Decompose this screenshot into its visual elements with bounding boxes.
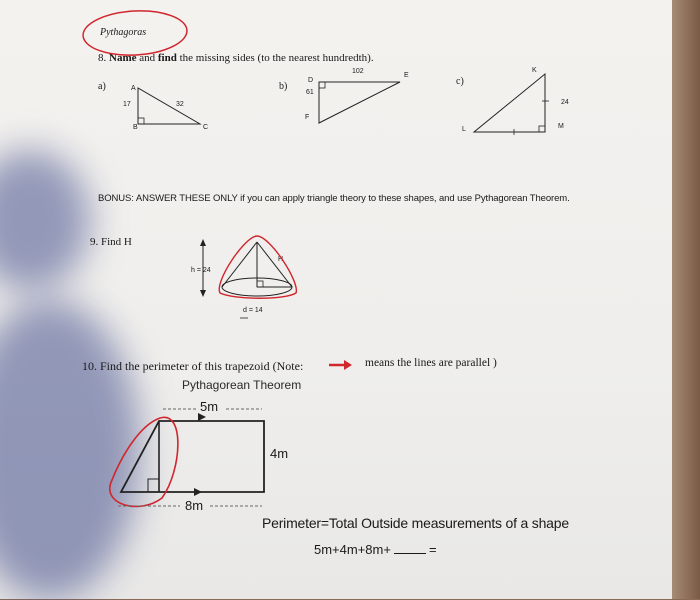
trapezoid — [121, 421, 264, 492]
side-24: 24 — [561, 99, 569, 106]
right-length: 4m — [270, 446, 289, 461]
q9-label: 9. Find H — [90, 236, 132, 248]
vertex-C: C — [203, 124, 209, 131]
q8c-label: c) — [456, 76, 464, 87]
side-17: 17 — [123, 101, 131, 108]
parallel-marker-top — [198, 413, 206, 421]
top-length: 5m — [200, 399, 219, 414]
parallel-marker-bottom — [194, 488, 202, 496]
vertex-K: K — [532, 67, 537, 74]
equation-text: 5m+4m+8m+ — [314, 542, 391, 557]
arrow-head-up — [200, 239, 206, 246]
q8-bold-name: Name — [109, 52, 137, 64]
right-angle-b — [319, 82, 325, 88]
diameter-label: d = 14 — [243, 307, 263, 314]
bonus-text: BONUS: ANSWER THESE ONLY if you can apply triangle theory to these shapes, and use Pythagorean Theorem. — [98, 193, 570, 204]
right-angle-trap — [148, 479, 159, 492]
triangle-c — [474, 74, 545, 132]
red-loop — [110, 417, 178, 506]
vertex-F: F — [305, 114, 310, 121]
triangle-b — [319, 82, 400, 123]
vertex-E: E — [404, 72, 409, 79]
H-label: H — [278, 256, 284, 263]
vertex-A: A — [131, 85, 136, 92]
right-angle-cone — [257, 281, 263, 287]
q8-number: 8. — [98, 52, 107, 64]
bottom-length: 8m — [185, 498, 204, 513]
equals-sign: = — [428, 542, 437, 557]
arrow-head-down — [200, 290, 206, 297]
side-32: 32 — [176, 101, 184, 108]
height-label: h = 24 — [191, 267, 211, 274]
perimeter-definition: Perimeter=Total Outside measurements of a shape — [262, 515, 569, 531]
right-angle-a — [138, 118, 144, 124]
side-102: 102 — [352, 68, 364, 75]
right-angle-c — [539, 126, 545, 132]
triangle-a — [138, 88, 200, 124]
parallel-arrow-head — [344, 360, 352, 370]
vertex-M: M — [558, 123, 564, 130]
q10-prompt: 10. Find the perimeter of this trapezoid (Note: — [82, 359, 304, 373]
vertex-D: D — [308, 77, 314, 84]
vertex-B: B — [133, 124, 138, 131]
q8-rest: the missing sides (to the nearest hundredth). — [179, 52, 374, 64]
pythagorean-note: Pythagorean Theorem — [182, 378, 302, 392]
vertex-L: L — [462, 126, 466, 133]
q8b-label: b) — [279, 81, 288, 92]
q10-note-end: means the lines are parallel ) — [365, 357, 497, 369]
q8-and: and — [139, 52, 156, 64]
red-outline — [219, 236, 296, 298]
page-title: Pythagoras — [100, 27, 147, 38]
q8a-label: a) — [98, 81, 106, 92]
q8-bold-find: find — [157, 52, 177, 64]
title-circle — [82, 8, 188, 57]
side-61: 61 — [306, 89, 314, 96]
